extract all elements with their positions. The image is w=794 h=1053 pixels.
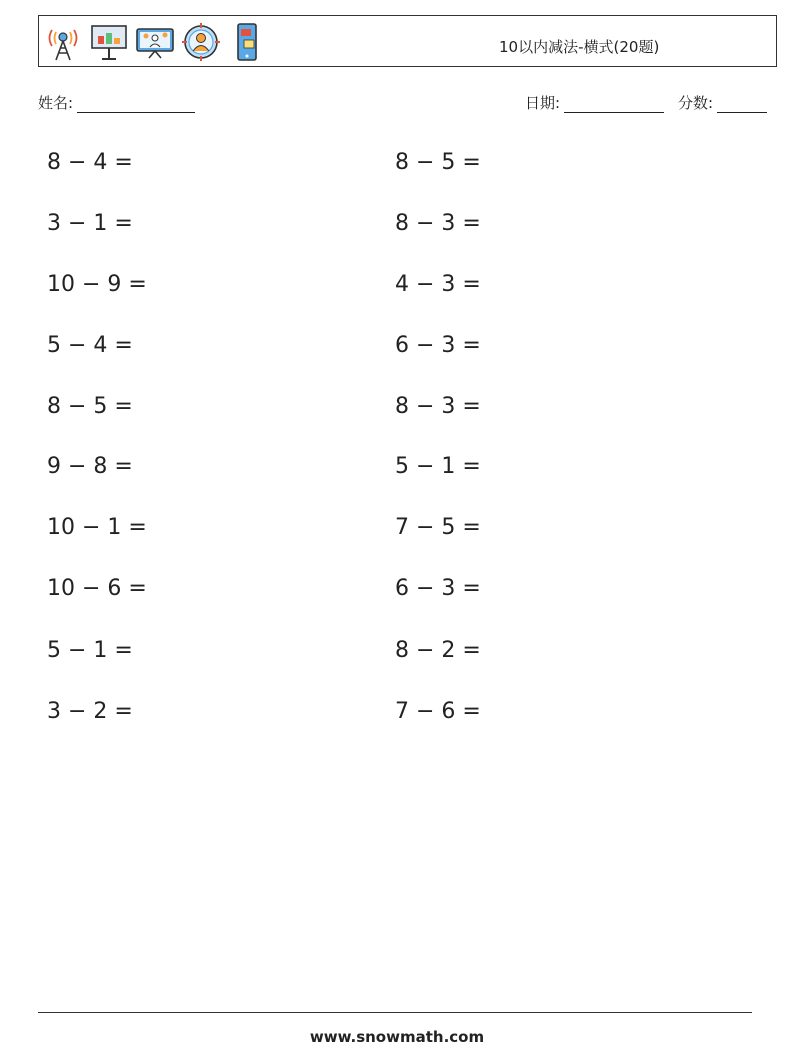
problem-right-8: 6 − 3 = bbox=[395, 576, 481, 601]
name-field bbox=[38, 92, 195, 113]
problem-left-1: 8 − 4 = bbox=[47, 150, 133, 175]
user-target-icon bbox=[181, 22, 221, 62]
problem-right-9: 8 − 2 = bbox=[395, 638, 481, 663]
date-blank-line bbox=[564, 96, 664, 113]
video-call-icon bbox=[135, 22, 175, 62]
name-label: 姓名: bbox=[38, 94, 74, 112]
problem-right-4: 6 − 3 = bbox=[395, 333, 481, 358]
worksheet-title: 10以内减法-横式(20题) bbox=[499, 38, 660, 56]
footer-url: www.snowmath.com bbox=[309, 1028, 485, 1046]
name-blank-line bbox=[77, 96, 195, 113]
problem-right-7: 7 − 5 = bbox=[395, 515, 481, 540]
problem-left-7: 10 − 1 = bbox=[47, 515, 147, 540]
problem-left-6: 9 − 8 = bbox=[47, 454, 133, 479]
problem-right-10: 7 − 6 = bbox=[395, 699, 481, 724]
presentation-board-icon bbox=[89, 22, 129, 62]
mobile-app-icon bbox=[227, 22, 267, 62]
problem-left-10: 3 − 2 = bbox=[47, 699, 133, 724]
score-field bbox=[678, 92, 767, 113]
problem-left-5: 8 − 5 = bbox=[47, 394, 133, 419]
problem-left-3: 10 − 9 = bbox=[47, 272, 147, 297]
date-label: 日期: bbox=[525, 94, 561, 112]
problem-right-3: 4 − 3 = bbox=[395, 272, 481, 297]
problem-left-2: 3 − 1 = bbox=[47, 211, 133, 236]
problem-left-8: 10 − 6 = bbox=[47, 576, 147, 601]
problem-left-4: 5 − 4 = bbox=[47, 333, 133, 358]
date-field bbox=[525, 92, 664, 113]
worksheet-header bbox=[38, 15, 777, 67]
signal-tower-icon bbox=[43, 22, 83, 62]
problem-right-2: 8 − 3 = bbox=[395, 211, 481, 236]
header-icons bbox=[43, 20, 267, 64]
problem-right-6: 5 − 1 = bbox=[395, 454, 481, 479]
problem-right-5: 8 − 3 = bbox=[395, 394, 481, 419]
score-label: 分数: bbox=[678, 94, 714, 112]
problem-left-9: 5 − 1 = bbox=[47, 638, 133, 663]
footer-divider bbox=[38, 1012, 752, 1013]
problem-right-1: 8 − 5 = bbox=[395, 150, 481, 175]
score-blank-line bbox=[717, 96, 767, 113]
